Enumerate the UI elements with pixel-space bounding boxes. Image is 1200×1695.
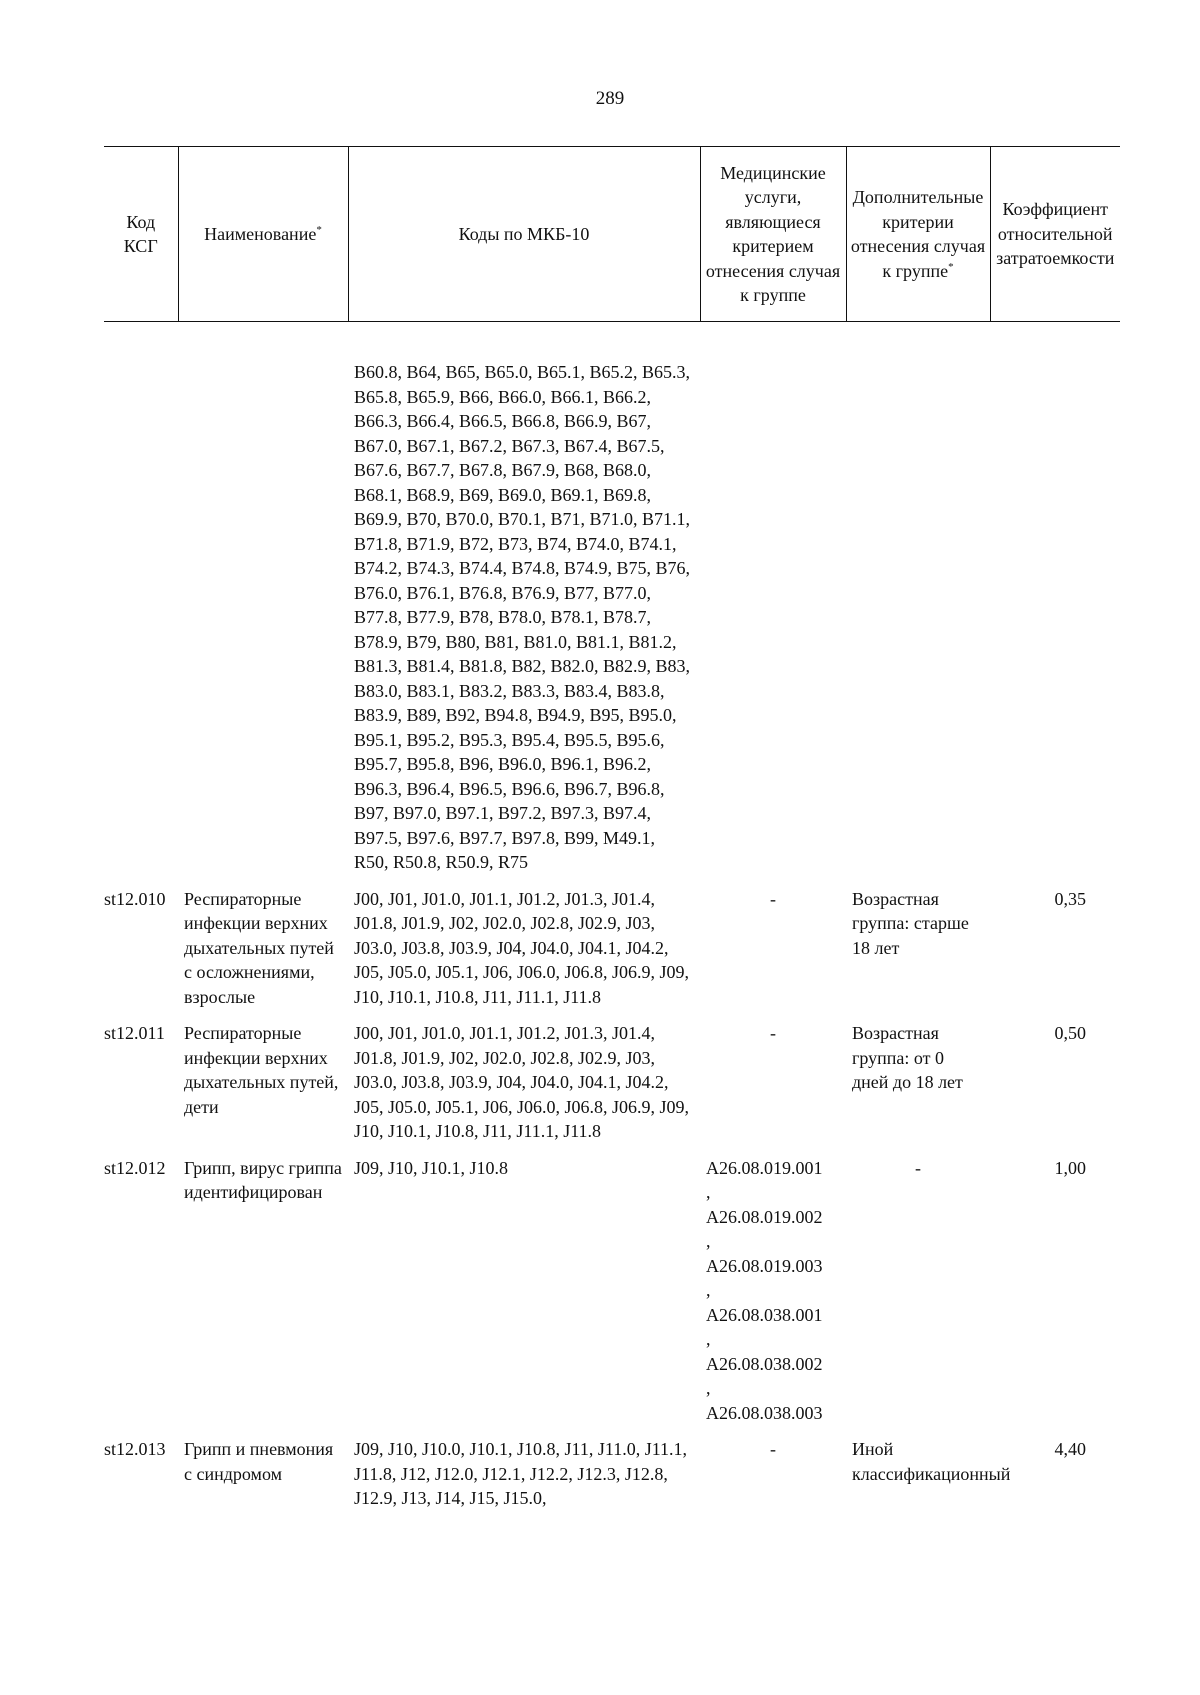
table-row — [104, 887, 1120, 1022]
med-service-separator: , — [706, 1231, 711, 1251]
cell-coefficient: 0,50 — [1054, 1023, 1086, 1043]
med-service-separator: , — [706, 1378, 711, 1398]
header-ksg-code: Код КСГ — [104, 147, 178, 322]
med-service-code: A26.08.019.001 — [706, 1157, 823, 1178]
header-extra-criteria-mark: * — [948, 260, 954, 273]
cell-mkb-codes: B60.8, B64, B65, B65.0, B65.1, B65.2, B65.3, B65.8, B65.9, B66, B66.0, B66.1, B66.2, B66.3, B66.4, B66.5, B66.8, B66.9, B67, B67.0, B67.1, B67.2, B67.3, B67.4, B67.5, B67.6, B67.7, B67.8, B67.9, B68, B68.0, B68.1, B68.9, B69, B69.0, B69.1, B69.8, B69.9, B70, B70.0, B70.1, B71, B71.0, B71.1, B71.8, B71.9, B72, B73, B74, B74.0, B74.1, B74.2, B74.3, B74.4, B74.8, B74.9, B75, B76, B76.0, B76.1, B76.8, B76.9, B77, B77.0, B77.8, B77.9, B78, B78.0, B78.1, B78.7, B78.9, B79, B80, B81, B81.0, B81.1, B81.2, B81.3, B81.4, B81.8, B82, B82.0, B82.9, B83, B83.0, B83.1, B83.2, B83.3, B83.4, B83.8, B83.9, B89, B92, B94.8, B94.9, B95, B95.0, B95.1, B95.2, B95.3, B95.4, B95.5, B95.6, B95.7, B95.8, B96, B96.0, B96.1, B96.2, B96.3, B96.4, B96.5, B96.6, B96.7, B96.8, B97, B97.0, B97.1, B97.2, B97.3, B97.4, B97.5, B97.6, B97.7, B97.8, B99, M49.1, R50, R50.8, R50.9, R75 — [354, 362, 691, 872]
table-header-row — [104, 147, 1120, 322]
cell-extra-criteria: Иной классификационный — [852, 1439, 1011, 1484]
table-row — [104, 1437, 1120, 1523]
cell-med-services: - — [770, 888, 776, 909]
med-service-code: A26.08.038.001 — [706, 1304, 823, 1325]
header-name-label: Наименование — [204, 223, 317, 244]
cell-ksg-code — [104, 322, 178, 887]
cell-coefficient: 1,00 — [1054, 1157, 1086, 1178]
cell-mkb-codes: J00, J01, J01.0, J01.1, J01.2, J01.3, J01.4, J01.8, J01.9, J02, J02.0, J02.8, J02.9, J03, J03.0, J03.8, J03.9, J04, J04.0, J04.1, J04.2, J05, J05.0, J05.1, J06, J06.0, J06.8, J06.9, J09, J10, J10.1, J10.8, J11, J11.1, J11.8 — [354, 888, 690, 1007]
cell-mkb-codes: J09, J10, J10.0, J10.1, J10.8, J11, J11.0, J11.1, J11.8, J12, J12.0, J12.1, J12.2, J12.3, J12.8, J12.9, J13, J14, J15, J15.0, — [354, 1439, 688, 1508]
table-row — [104, 1021, 1120, 1156]
med-service-code: A26.08.019.002 — [706, 1206, 823, 1227]
cell-name — [178, 322, 348, 887]
med-service-code: A26.08.038.003 — [706, 1402, 823, 1423]
table-row — [104, 322, 1120, 887]
cell-ksg-code: st12.011 — [104, 1023, 165, 1043]
page-number: 289 — [595, 88, 625, 109]
header-extra-criteria — [846, 147, 990, 322]
cell-mkb-codes: J09, J10, J10.1, J10.8 — [354, 1157, 509, 1178]
cell-extra-criteria: Возрастная группа: старше 18 лет — [852, 888, 969, 958]
cell-ksg-code: st12.013 — [104, 1439, 166, 1459]
table-row — [104, 1156, 1120, 1438]
med-service-separator: , — [706, 1182, 711, 1202]
cell-name: Грипп, вирус гриппа идентифицирован — [184, 1157, 342, 1202]
cell-extra-criteria: Возрастная группа: от 0 дней до 18 лет — [852, 1023, 963, 1092]
header-name-mark: * — [316, 223, 322, 236]
cell-name: Грипп и пневмония с синдромом — [184, 1439, 334, 1484]
cell-name: Респираторные инфекции верхних дыхательных путей с осложнениями, взрослые — [184, 888, 334, 1007]
header-mkb-codes: Коды по МКБ-10 — [348, 147, 700, 322]
cell-med-services: - — [770, 1439, 776, 1459]
header-name — [178, 147, 348, 322]
cell-med-services: - — [770, 1023, 776, 1043]
header-coefficient: Коэффициент относительной затратоемкости — [990, 147, 1120, 322]
ksg-table — [104, 146, 1120, 1523]
cell-coefficient — [990, 322, 1120, 887]
header-extra-criteria-label: Дополнительные критерии отнесения случая к группе — [850, 187, 986, 281]
header-med-services: Медицинские услуги, являющиеся критерием отнесения случая к группе — [700, 147, 846, 322]
cell-ksg-code: st12.012 — [104, 1157, 166, 1178]
cell-extra-criteria: - — [915, 1157, 921, 1178]
cell-ksg-code: st12.010 — [104, 888, 166, 909]
cell-coefficient: 0,35 — [1054, 888, 1086, 909]
cell-coefficient: 4,40 — [1054, 1439, 1086, 1459]
cell-med-services — [700, 322, 846, 887]
med-service-code: A26.08.038.002 — [706, 1353, 823, 1374]
cell-mkb-codes: J00, J01, J01.0, J01.1, J01.2, J01.3, J01.4, J01.8, J01.9, J02, J02.0, J02.8, J02.9, J03, J03.0, J03.8, J03.9, J04, J04.0, J04.1, J04.2, J05, J05.0, J05.1, J06, J06.0, J06.8, J06.9, J09, J10, J10.1, J10.8, J11, J11.1, J11.8 — [354, 1023, 690, 1141]
med-service-separator: , — [706, 1280, 711, 1300]
cell-extra-criteria — [846, 322, 990, 887]
cell-name: Респираторные инфекции верхних дыхательных путей, дети — [184, 1023, 339, 1117]
cell-med-services — [700, 1156, 846, 1438]
med-service-code: A26.08.019.003 — [706, 1255, 823, 1276]
med-service-separator: , — [706, 1329, 711, 1349]
